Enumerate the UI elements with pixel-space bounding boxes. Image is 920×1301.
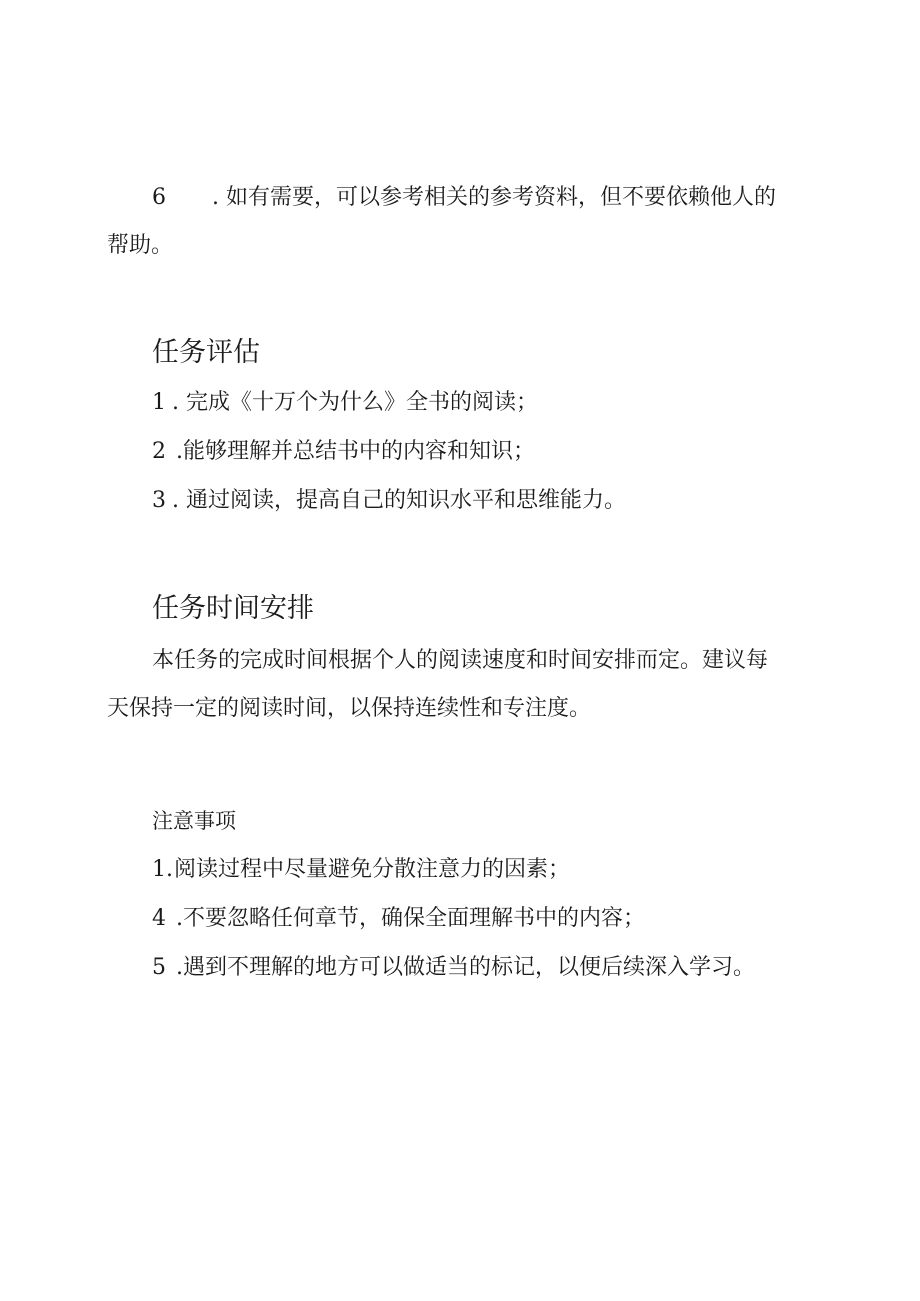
- list-number: 3: [152, 488, 166, 513]
- list-text: 阅读过程中尽量避免分散注意力的因素；: [174, 857, 571, 882]
- evaluation-item: [152, 486, 626, 516]
- list-number: 2: [152, 439, 166, 464]
- notes-item: [152, 904, 645, 934]
- list-text: .遇到不理解的地方可以做适当的标记，以便后续深入学习。: [176, 955, 755, 980]
- list-text: .能够理解并总结书中的内容和知识；: [176, 439, 535, 464]
- intro-item-6: [152, 183, 776, 213]
- list-text: . 通过阅读，提高自己的知识水平和思维能力。: [172, 488, 626, 513]
- section-title-schedule: 任务时间安排: [152, 593, 314, 624]
- section-title-evaluation: 任务评估: [152, 337, 260, 368]
- list-number: 6: [152, 185, 166, 210]
- list-text: . 如有需要，可以参考相关的参考资料，但不要依赖他人的: [212, 185, 776, 210]
- section-title-notes: 注意事项: [152, 809, 236, 833]
- intro-item-6-continuation: 帮助。: [107, 233, 174, 258]
- notes-item: [152, 855, 570, 885]
- list-number: 5: [152, 955, 166, 980]
- list-text: .不要忽略任何章节，确保全面理解书中的内容；: [176, 906, 645, 931]
- schedule-paragraph-line-2: 天保持一定的阅读时间，以保持连续性和专注度。: [107, 696, 592, 721]
- evaluation-item: [152, 437, 535, 467]
- list-number: 1: [152, 390, 166, 415]
- list-number: 1.: [152, 857, 173, 882]
- list-text: . 完成《十万个为什么》全书的阅读；: [172, 390, 538, 415]
- schedule-paragraph-line-1: 本任务的完成时间根据个人的阅读速度和时间安排而定。建议每: [152, 648, 769, 673]
- list-number: 4: [152, 906, 166, 931]
- notes-item: [152, 953, 755, 983]
- evaluation-item: [152, 388, 538, 418]
